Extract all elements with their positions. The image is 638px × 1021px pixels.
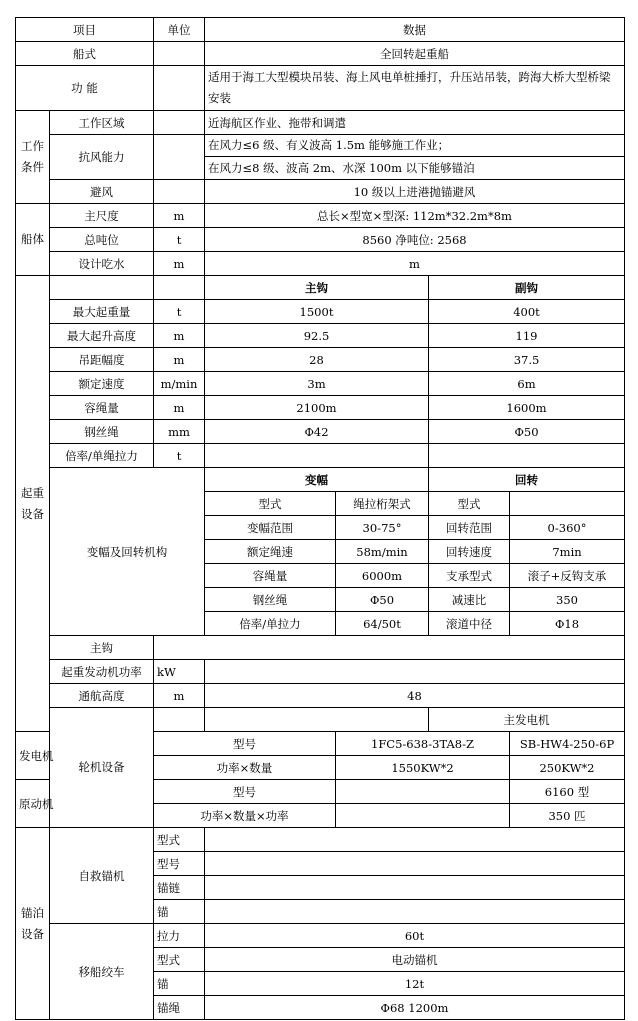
main-hook-value: 28 — [205, 348, 429, 372]
row-label: 通航高度 — [50, 684, 154, 708]
table-row — [16, 684, 625, 708]
slewing-value: 滚子+反钩支承 — [510, 564, 625, 588]
row-label: 额定速度 — [50, 372, 154, 396]
harbor-generator-value: 350 匹 — [510, 804, 625, 828]
main-hook-value: 2100m — [205, 396, 429, 420]
group-machinery: 轮机设备 — [50, 708, 154, 828]
aux-hook-value: 37.5 — [429, 348, 625, 372]
row-sublabel: 锚 — [154, 972, 205, 996]
row-value — [205, 900, 625, 924]
row-value: Φ68 1200m — [205, 996, 625, 1020]
row-sublabel — [205, 708, 429, 732]
row-unit: m — [154, 252, 205, 276]
row-sublabel: 型号 — [154, 732, 336, 756]
row-label: 吊距幅度 — [50, 348, 154, 372]
main-hook-value: 92.5 — [205, 324, 429, 348]
luffing-value: 6000m — [336, 564, 429, 588]
table-row — [16, 228, 625, 252]
row-label: 工作区域 — [50, 111, 154, 135]
row-value: 10 级以上进港抛锚避风 — [205, 180, 625, 204]
row-unit — [154, 180, 205, 204]
header-item: 项目 — [16, 18, 154, 42]
row-value: 电动锚机 — [205, 948, 625, 972]
main-generator-value: 1550KW*2 — [336, 756, 510, 780]
row-label: 主钩 — [50, 636, 154, 660]
row-label: 倍率/单绳拉力 — [50, 444, 154, 468]
main-hook-value: 1500t — [205, 300, 429, 324]
row-label: 容绳量 — [50, 396, 154, 420]
table-row — [16, 468, 625, 492]
group-working-conditions: 工作条件 — [16, 111, 50, 204]
table-row — [16, 180, 625, 204]
main-hook-value — [205, 444, 429, 468]
luffing-header: 变幅 — [205, 468, 429, 492]
row-value — [154, 636, 625, 660]
slewing-label: 减速比 — [429, 588, 510, 612]
row-value: 48 — [205, 684, 625, 708]
row-sublabel: 功率×数量×功率 — [154, 804, 336, 828]
slewing-value: Φ18 — [510, 612, 625, 636]
row-unit — [154, 111, 205, 135]
row-value: 适用于海工大型模块吊装、海上风电单桩捶打，升压站吊装，跨海大桥大型桥梁安装 — [205, 66, 625, 111]
row-unit: t — [154, 300, 205, 324]
row-value — [205, 876, 625, 900]
header-unit: 单位 — [154, 18, 205, 42]
row-value — [205, 660, 625, 684]
row-unit — [154, 135, 205, 180]
row-label — [154, 708, 205, 732]
slewing-label: 滚道中径 — [429, 612, 510, 636]
table-row — [16, 444, 625, 468]
row-sublabel: 功率×数量 — [154, 756, 336, 780]
luffing-value: 绳拉桁架式 — [336, 492, 429, 516]
main-hook-value: Φ42 — [205, 420, 429, 444]
main-generator-header: 主发电机 — [429, 708, 625, 732]
table-row — [16, 396, 625, 420]
slewing-label: 支承型式 — [429, 564, 510, 588]
row-label: 最大起重量 — [50, 300, 154, 324]
table-row — [16, 924, 625, 948]
table-row — [16, 42, 625, 66]
row-value: 近海航区作业、拖带和调遣 — [205, 111, 625, 135]
row-label: 主尺度 — [50, 204, 154, 228]
row-value: 在风力≤8 级、波高 2m、水深 100m 以下能够锚泊 — [205, 156, 625, 179]
table-row — [16, 420, 625, 444]
row-unit: m — [154, 348, 205, 372]
header-data: 数据 — [205, 18, 625, 42]
row-value: 8560 净吨位: 2568 — [205, 228, 625, 252]
table-row — [16, 372, 625, 396]
slewing-value: 350 — [510, 588, 625, 612]
slewing-value — [510, 492, 625, 516]
row-value: m — [205, 252, 625, 276]
table-row — [16, 252, 625, 276]
table-row — [16, 636, 625, 660]
row-label: 最大起升高度 — [50, 324, 154, 348]
main-generator-value — [336, 780, 510, 804]
aux-hook-value: 119 — [429, 324, 625, 348]
table-row — [16, 660, 625, 684]
row-sublabel: 型式 — [154, 828, 205, 852]
group-mooring: 锚泊设备 — [16, 828, 50, 1020]
row-label: 船式 — [16, 42, 154, 66]
slewing-label: 型式 — [429, 492, 510, 516]
luffing-value: 30-75° — [336, 516, 429, 540]
table-row — [16, 348, 625, 372]
row-unit — [154, 276, 205, 300]
table-row — [16, 66, 625, 111]
row-unit: m — [154, 684, 205, 708]
table-row — [16, 276, 625, 300]
luffing-label: 额定绳速 — [205, 540, 336, 564]
group-hull: 船体 — [16, 204, 50, 276]
main-hook-value: 3m — [205, 372, 429, 396]
row-value — [205, 828, 625, 852]
luffing-label: 容绳量 — [205, 564, 336, 588]
header-row — [16, 18, 625, 42]
row-label: 起重发动机功率 — [50, 660, 154, 684]
row-sublabel: 拉力 — [154, 924, 205, 948]
luffing-value: 58m/min — [336, 540, 429, 564]
aux-hook-value: Φ50 — [429, 420, 625, 444]
table-row — [16, 324, 625, 348]
row-unit: mm — [154, 420, 205, 444]
slewing-header: 回转 — [429, 468, 625, 492]
luffing-label: 型式 — [205, 492, 336, 516]
row-value: 全回转起重船 — [205, 42, 625, 66]
table-row — [16, 300, 625, 324]
row-sublabel: 型式 — [154, 948, 205, 972]
row-label: 自救锚机 — [50, 828, 154, 924]
row-label: 功 能 — [16, 66, 154, 111]
row-unit: m — [154, 324, 205, 348]
harbor-generator-value: SB-HW4-250-6P — [510, 732, 625, 756]
row-value: 在风力≤6 级、有义波高 1.5m 能够施工作业； — [205, 135, 625, 157]
aux-hook-value — [429, 444, 625, 468]
row-unit: t — [154, 444, 205, 468]
row-unit: m/min — [154, 372, 205, 396]
luffing-label: 倍率/单拉力 — [205, 612, 336, 636]
row-sublabel: 型号 — [154, 780, 336, 804]
row-label: 总吨位 — [50, 228, 154, 252]
aux-hook-header: 副钩 — [429, 276, 625, 300]
luffing-value: Φ50 — [336, 588, 429, 612]
main-hook-header: 主钩 — [205, 276, 429, 300]
harbor-generator-value: 250KW*2 — [510, 756, 625, 780]
aux-hook-value: 6m — [429, 372, 625, 396]
row-value: 总长×型宽×型深: 112m*32.2m*8m — [205, 204, 625, 228]
row-unit: t — [154, 228, 205, 252]
row-value: 12t — [205, 972, 625, 996]
row-unit: m — [154, 396, 205, 420]
main-generator-value: 1FC5-638-3TA8-Z — [336, 732, 510, 756]
row-unit — [154, 66, 205, 111]
luffing-value: 64/50t — [336, 612, 429, 636]
row-label: 避风 — [50, 180, 154, 204]
row-label: 原动机 — [16, 780, 50, 828]
row-sublabel: 锚 — [154, 900, 205, 924]
aux-hook-value: 400t — [429, 300, 625, 324]
group-lifting: 起重设备 — [16, 276, 50, 732]
slewing-label: 回转范围 — [429, 516, 510, 540]
table-row — [16, 204, 625, 228]
row-value — [205, 852, 625, 876]
slewing-label: 回转速度 — [429, 540, 510, 564]
mechanism-label: 变幅及回转机构 — [50, 468, 205, 636]
row-unit: kW — [154, 660, 205, 684]
row-sublabel: 锚绳 — [154, 996, 205, 1020]
table-row — [16, 828, 625, 852]
row-label: 发电机 — [16, 732, 50, 780]
harbor-generator-value: 6160 型 — [510, 780, 625, 804]
table-row — [16, 135, 625, 157]
main-generator-value — [336, 804, 510, 828]
row-label: 移船绞车 — [50, 924, 154, 1020]
slewing-value: 7min — [510, 540, 625, 564]
luffing-label: 钢丝绳 — [205, 588, 336, 612]
aux-hook-value: 1600m — [429, 396, 625, 420]
row-sublabel: 型号 — [154, 852, 205, 876]
row-label: 钢丝绳 — [50, 420, 154, 444]
row-sublabel: 锚链 — [154, 876, 205, 900]
specification-table — [15, 17, 625, 1020]
table-row — [16, 111, 625, 135]
row-label: 抗风能力 — [50, 135, 154, 180]
row-value: 60t — [205, 924, 625, 948]
slewing-value: 0-360° — [510, 516, 625, 540]
row-label — [50, 276, 154, 300]
luffing-label: 变幅范围 — [205, 516, 336, 540]
table-row — [16, 708, 625, 732]
row-unit: m — [154, 204, 205, 228]
row-label: 设计吃水 — [50, 252, 154, 276]
row-unit — [154, 42, 205, 66]
